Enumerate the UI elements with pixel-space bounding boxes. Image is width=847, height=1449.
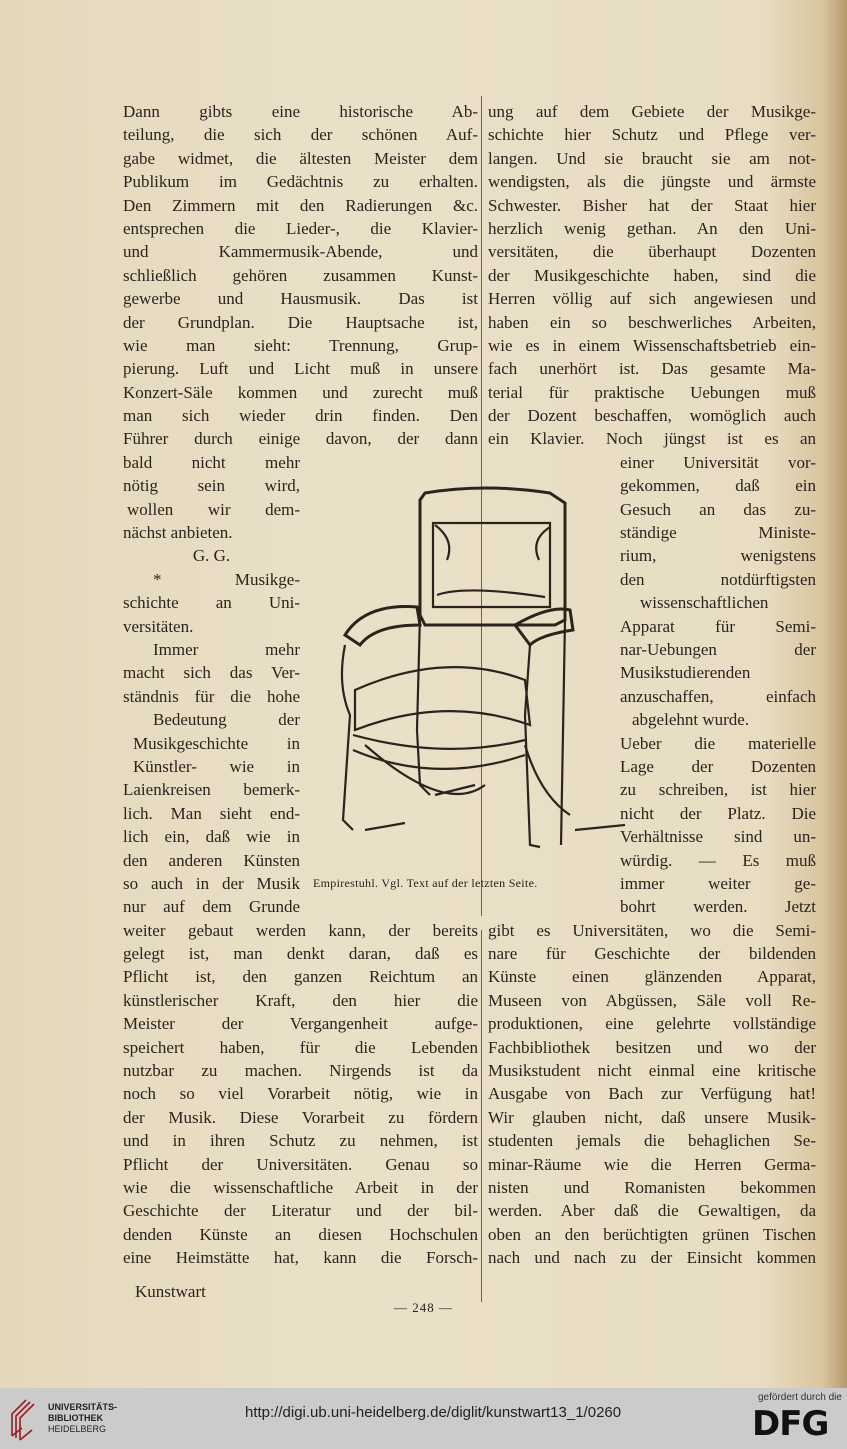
text-line: würdig. — Es muß [620,850,816,870]
text-line: Musikgeschichte in [133,733,300,753]
text-line: schichte hier Schutz und Pflege ver- [488,125,816,145]
text-line: Gesuch an das zu- [620,499,816,519]
text-line: nar-Uebungen der [620,639,816,659]
text-line: rium, wenigstens [620,546,816,566]
text-line: ein Klavier. Noch jüngst ist es an [488,429,816,449]
text-line: bald nicht mehr [123,452,300,472]
text-line: Immer mehr [153,639,300,659]
text-line: Apparat für Semi- [620,616,816,636]
text-line: gewerbe und Hausmusik. Das ist [123,289,478,309]
text-line: macht sich das Ver- [123,663,300,683]
text-line: langen. Und sie braucht sie am not- [488,148,816,168]
text-line: Geschichte der Literatur und der bil- [123,1201,478,1221]
text-line: man sich wieder drin finden. Den [123,406,478,426]
text-line: Meister der Vergangenheit aufge- [123,1014,478,1034]
text-line: der Musikgeschichte haben, sind die [488,265,816,285]
text-line: wissenschaftlichen [640,593,769,613]
text-line: entsprechen die Lieder-, die Klavier- [123,218,478,238]
figure-caption: Empirestuhl. Vgl. Text auf der letzten Seite. [313,876,538,890]
text-line: herzlich wenig gethan. An den Uni- [488,218,816,238]
text-line: nach und nach zu der Einsicht kommen [488,1248,816,1268]
text-line: nur auf dem Grunde [123,897,300,917]
text-line: Führer durch einige davon, der dann [123,429,478,449]
text-line: Verhältnisse sind un- [620,827,816,847]
dfg-logo: DFG [752,1404,829,1444]
text-line: gelegt ist, man denkt daran, daß es [123,944,478,964]
text-line: Fachbibliothek besitzen und wo der [488,1037,816,1057]
text-line: Laienkreisen bemerk- [123,780,300,800]
text-line: der Musik. Diese Vorarbeit zu fördern [123,1107,478,1127]
text-line: zu schreiben, ist hier [620,780,816,800]
text-line: anzuschaffen, einfach [620,686,816,706]
funding-note: gefördert durch die [758,1392,842,1403]
text-line: nisten und Romanisten bekommen [488,1177,816,1197]
text-line: gabe widmet, die ältesten Meister dem [123,148,478,168]
text-line: Konzert-Säle kommen und zurecht muß [123,382,478,402]
text-line: der Dozent beschaffen, womöglich auch [488,406,816,426]
text-line: Musikstudent nicht einmal eine kritische [488,1061,816,1081]
text-line: werden. Aber daß die Gewaltigen, da [488,1201,816,1221]
text-line: Dann gibts eine historische Ab- [123,102,478,121]
chair-illustration [325,485,645,865]
text-line: Herren völlig auf sich angewiesen und [488,289,816,309]
column-divider-bottom [481,930,482,1302]
text-line: Den Zimmern mit den Radierungen &c. [123,195,478,215]
text-line: Ausgabe von Bach zur Verfügung hat! [488,1084,816,1104]
text-line: Schwester. Bisher hat der Staat hier [488,195,816,215]
text-line: ständnis für die hohe [123,686,300,706]
text-line: Bedeutung der [153,710,300,730]
page-number: — 248 — [394,1300,453,1315]
text-line: Musikstudierenden [620,663,751,683]
text-line: und in ihren Schutz zu nehmen, ist [123,1131,478,1151]
text-line: abgelehnt wurde. [632,710,750,730]
text-line: der Grundplan. Die Hauptsache ist, [123,312,478,332]
journal-signature: Kunstwart [135,1282,206,1301]
text-line: ständige Ministe- [620,523,816,543]
text-line: Lage der Dozenten [620,756,816,776]
text-line: minar-Räume wie die Herren Germa- [488,1154,816,1174]
university-library-logo-icon [8,1396,44,1442]
text-line: denden Künste an diesen Hochschulen [123,1224,478,1244]
text-line: den notdürftigsten [620,569,816,589]
text-line: haben ein so beschwerliches Arbeiten, [488,312,816,332]
text-line: speichert haben, für die Lebenden [123,1037,478,1057]
text-line: noch so viel Vorarbeit nötig, wie in [123,1084,478,1104]
text-line: und Kammermusik-Abende, und [123,242,478,262]
text-line: versitäten, die überhaupt Dozenten [488,242,816,262]
text-line: lich. Man sieht end- [123,803,300,823]
text-line: Ueber die materielle [620,733,816,753]
text-line: teilung, die sich der schönen Auf- [123,125,478,145]
text-line: Pflicht ist, den ganzen Reichtum an [123,967,478,987]
text-line: wie es in einem Wissenschaftsbetrieb ein- [488,335,816,355]
text-line: den anderen Künsten [123,850,300,870]
text-line: Publikum im Gedächtnis zu erhalten. [123,172,478,192]
text-line: so auch in der Musik [123,873,300,893]
text-line: schließlich gehören zusammen Kunst- [123,265,478,285]
text-line: fach unerhört ist. Das gesamte Ma- [488,359,816,379]
text-line: wie man sieht: Trennung, Grup- [123,335,478,355]
text-line: Museen von Abgüssen, Säle voll Re- [488,990,816,1010]
text-line: nutzbar zu machen. Nirgends ist da [123,1061,478,1081]
viewer-footer [0,1388,847,1449]
text-line: terial für praktische Uebungen muß [488,382,816,402]
text-line: schichte an Uni- [123,593,300,613]
text-line: wendigsten, als die jüngste und ärmste [488,172,816,192]
permalink-url[interactable]: http://digi.ub.uni-heidelberg.de/diglit/kunstwart13_1/0260 [245,1404,622,1421]
text-line: immer weiter ge- [620,873,816,893]
text-line: * Musikge- [153,569,300,589]
text-line: Künste einen glänzenden Apparat, [488,967,816,987]
text-line: studenten jemals die behaglichen Se- [488,1131,816,1151]
text-line: nächst anbieten. [123,523,233,543]
library-name-line: BIBLIOTHEK [48,1413,103,1423]
text-line: oben an den berüchtigten grünen Tischen [488,1224,816,1244]
text-line: eine Heimstätte hat, kann die Forsch- [123,1248,478,1268]
library-name-line: HEIDELBERG [48,1424,107,1434]
text-line: gibt es Universitäten, wo die Semi- [488,920,816,940]
text-line: weiter gebaut werden kann, der bereits [123,920,478,940]
text-line: nötig sein wird, [123,476,300,496]
library-name [48,1402,117,1435]
text-line: Künstler- wie in [133,756,300,776]
text-line: wie die wissenschaftliche Arbeit in der [123,1177,478,1197]
text-line: versitäten. [123,616,194,636]
text-line: nare für Geschichte der bildenden [488,944,816,964]
library-name-line: UNIVERSITÄTS- [48,1402,118,1412]
text-line: Wir glauben nicht, daß unsere Musik- [488,1107,816,1127]
text-line: einer Universität vor- [620,452,816,472]
text-line: gekommen, daß ein [620,476,816,496]
text-line: Pflicht der Universitäten. Genau so [123,1154,478,1174]
text-line: G. G. [192,546,231,566]
text-line: lich ein, daß wie in [123,827,300,847]
text-line: bohrt werden. Jetzt [620,897,816,917]
text-line: pierung. Luft und Licht muß in unsere [123,359,478,379]
text-line: künstlerischer Kraft, den hier die [123,990,478,1010]
text-line: nicht der Platz. Die [620,803,816,823]
text-line: ung auf dem Gebiete der Musikge- [488,102,816,121]
text-line: wollen wir dem- [127,499,300,519]
text-line: produktionen, eine gelehrte vollständige [488,1014,816,1034]
